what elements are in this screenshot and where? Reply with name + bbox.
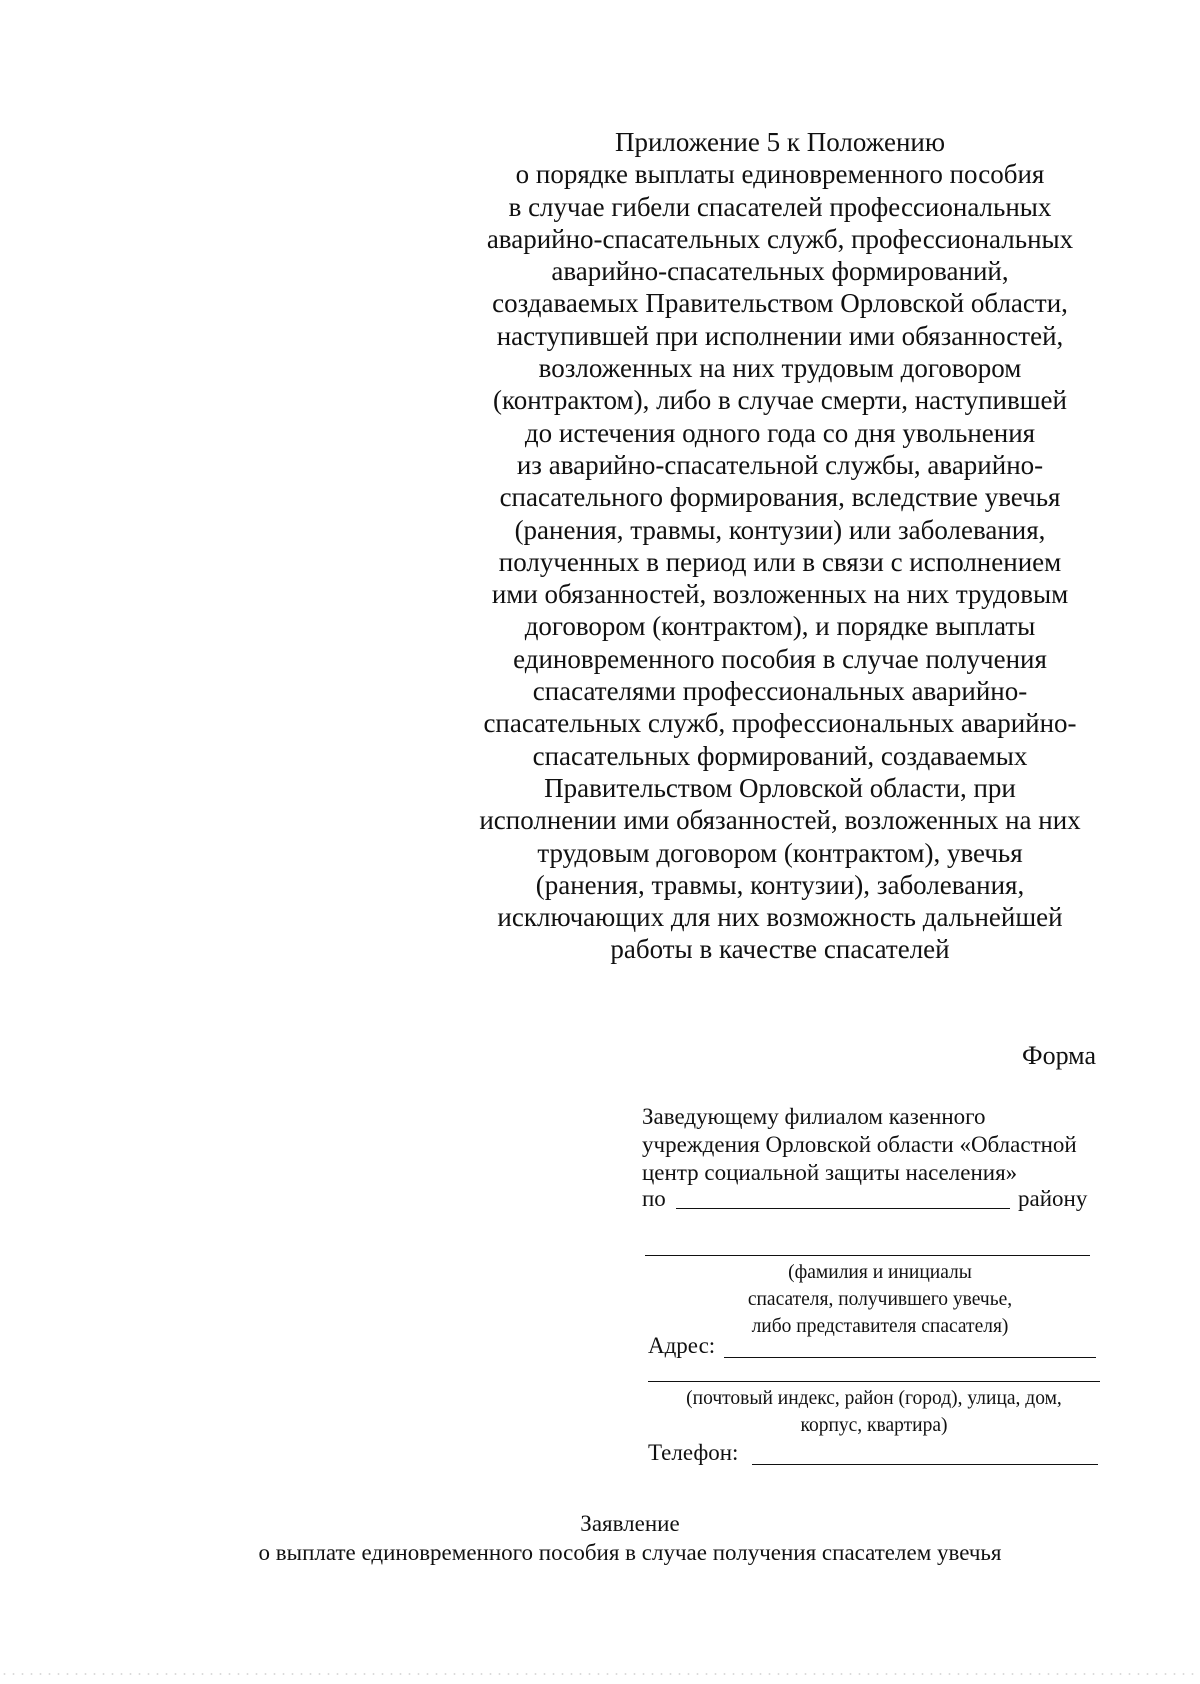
appendix-line: единовременного пособия в случае получения (513, 643, 1047, 674)
statement-title (0, 1509, 1200, 1567)
district-blank-line (676, 1208, 1010, 1209)
name-caption-line: спасателя, получившего увечье, (747, 1289, 1013, 1310)
appendix-line: до истечения одного года со дня увольнения (524, 417, 1036, 448)
name-blank-line (645, 1255, 1090, 1256)
appendix-line: полученных в период или в связи с исполнением (498, 546, 1062, 577)
appendix-line: трудовым договором (контрактом), увечья (537, 837, 1023, 868)
phone-label: Телефон: (648, 1440, 739, 1465)
appendix-line: о порядке выплаты единовременного пособия (515, 159, 1045, 190)
appendix-line: из аварийно-спасательной службы, аварийно- (516, 449, 1044, 480)
rayon-label: району (1018, 1186, 1088, 1211)
appendix-line: спасательного формирования, вследствие увечья (499, 482, 1061, 513)
appendix-line: исполнении ими обязанностей, возложенных на них (479, 805, 1081, 836)
name-caption (690, 1259, 1070, 1340)
form-label: Форма (1022, 1041, 1096, 1070)
addressee-line: учреждения Орловской области «Областной (642, 1132, 1077, 1157)
appendix-line: ими обязанностей, возложенных на них трудовым (491, 579, 1069, 610)
appendix-line: договором (контрактом), и порядке выплаты (524, 611, 1036, 642)
address-caption-line: (почтовый индекс, район (город), улица, дом, (686, 1388, 1062, 1409)
address-second-line (648, 1381, 1100, 1382)
scan-noise (0, 1672, 1200, 1676)
name-caption-line: (фамилия и инициалы (788, 1262, 972, 1283)
appendix-line: спасательных служб, профессиональных аварийно- (483, 708, 1077, 739)
statement-line: о выплате единовременного пособия в случае получения спасателем увечья (258, 1540, 1002, 1565)
addressee-block (642, 1103, 1102, 1187)
district-row (642, 1186, 1092, 1216)
address-label: Адрес: (648, 1333, 716, 1358)
po-label: по (642, 1186, 666, 1211)
address-caption (648, 1385, 1100, 1439)
appendix-line: (ранения, травмы, контузии) или заболевания, (514, 514, 1046, 545)
appendix-line: Приложение 5 к Положению (614, 127, 946, 157)
address-caption-line: корпус, квартира) (800, 1415, 948, 1436)
appendix-line: аварийно-спасательных формирований, (551, 256, 1009, 287)
appendix-line: создаваемых Правительством Орловской области, (492, 288, 1068, 319)
appendix-header (470, 126, 1090, 966)
appendix-line: исключающих для них возможность дальнейшей (497, 902, 1063, 933)
appendix-line: аварийно-спасательных служб, профессиональных (486, 223, 1074, 254)
statement-line: Заявление (580, 1511, 680, 1536)
appendix-line: (контрактом), либо в случае смерти, наступившей (493, 385, 1067, 416)
name-caption-line: либо представителя спасателя) (751, 1316, 1009, 1337)
appendix-line: спасателями профессиональных аварийно- (532, 676, 1028, 707)
appendix-line: спасательных формирований, создаваемых (532, 740, 1028, 771)
appendix-line: в случае гибели спасателей профессиональных (508, 191, 1052, 222)
phone-blank-line (752, 1464, 1098, 1465)
addressee-line: центр социальной защиты населения» (642, 1160, 1018, 1185)
address-row (648, 1333, 1098, 1363)
appendix-line: Правительством Орловской области, при (544, 772, 1016, 803)
phone-row (648, 1440, 1100, 1470)
appendix-line: наступившей при исполнении ими обязанностей, (496, 320, 1064, 351)
appendix-line: (ранения, травмы, контузии), заболевания, (535, 869, 1025, 900)
addressee-line: Заведующему филиалом казенного (642, 1104, 986, 1129)
appendix-line: работы в качестве спасателей (610, 934, 950, 965)
appendix-line: возложенных на них трудовым договором (538, 353, 1022, 384)
address-blank-line (724, 1357, 1096, 1358)
